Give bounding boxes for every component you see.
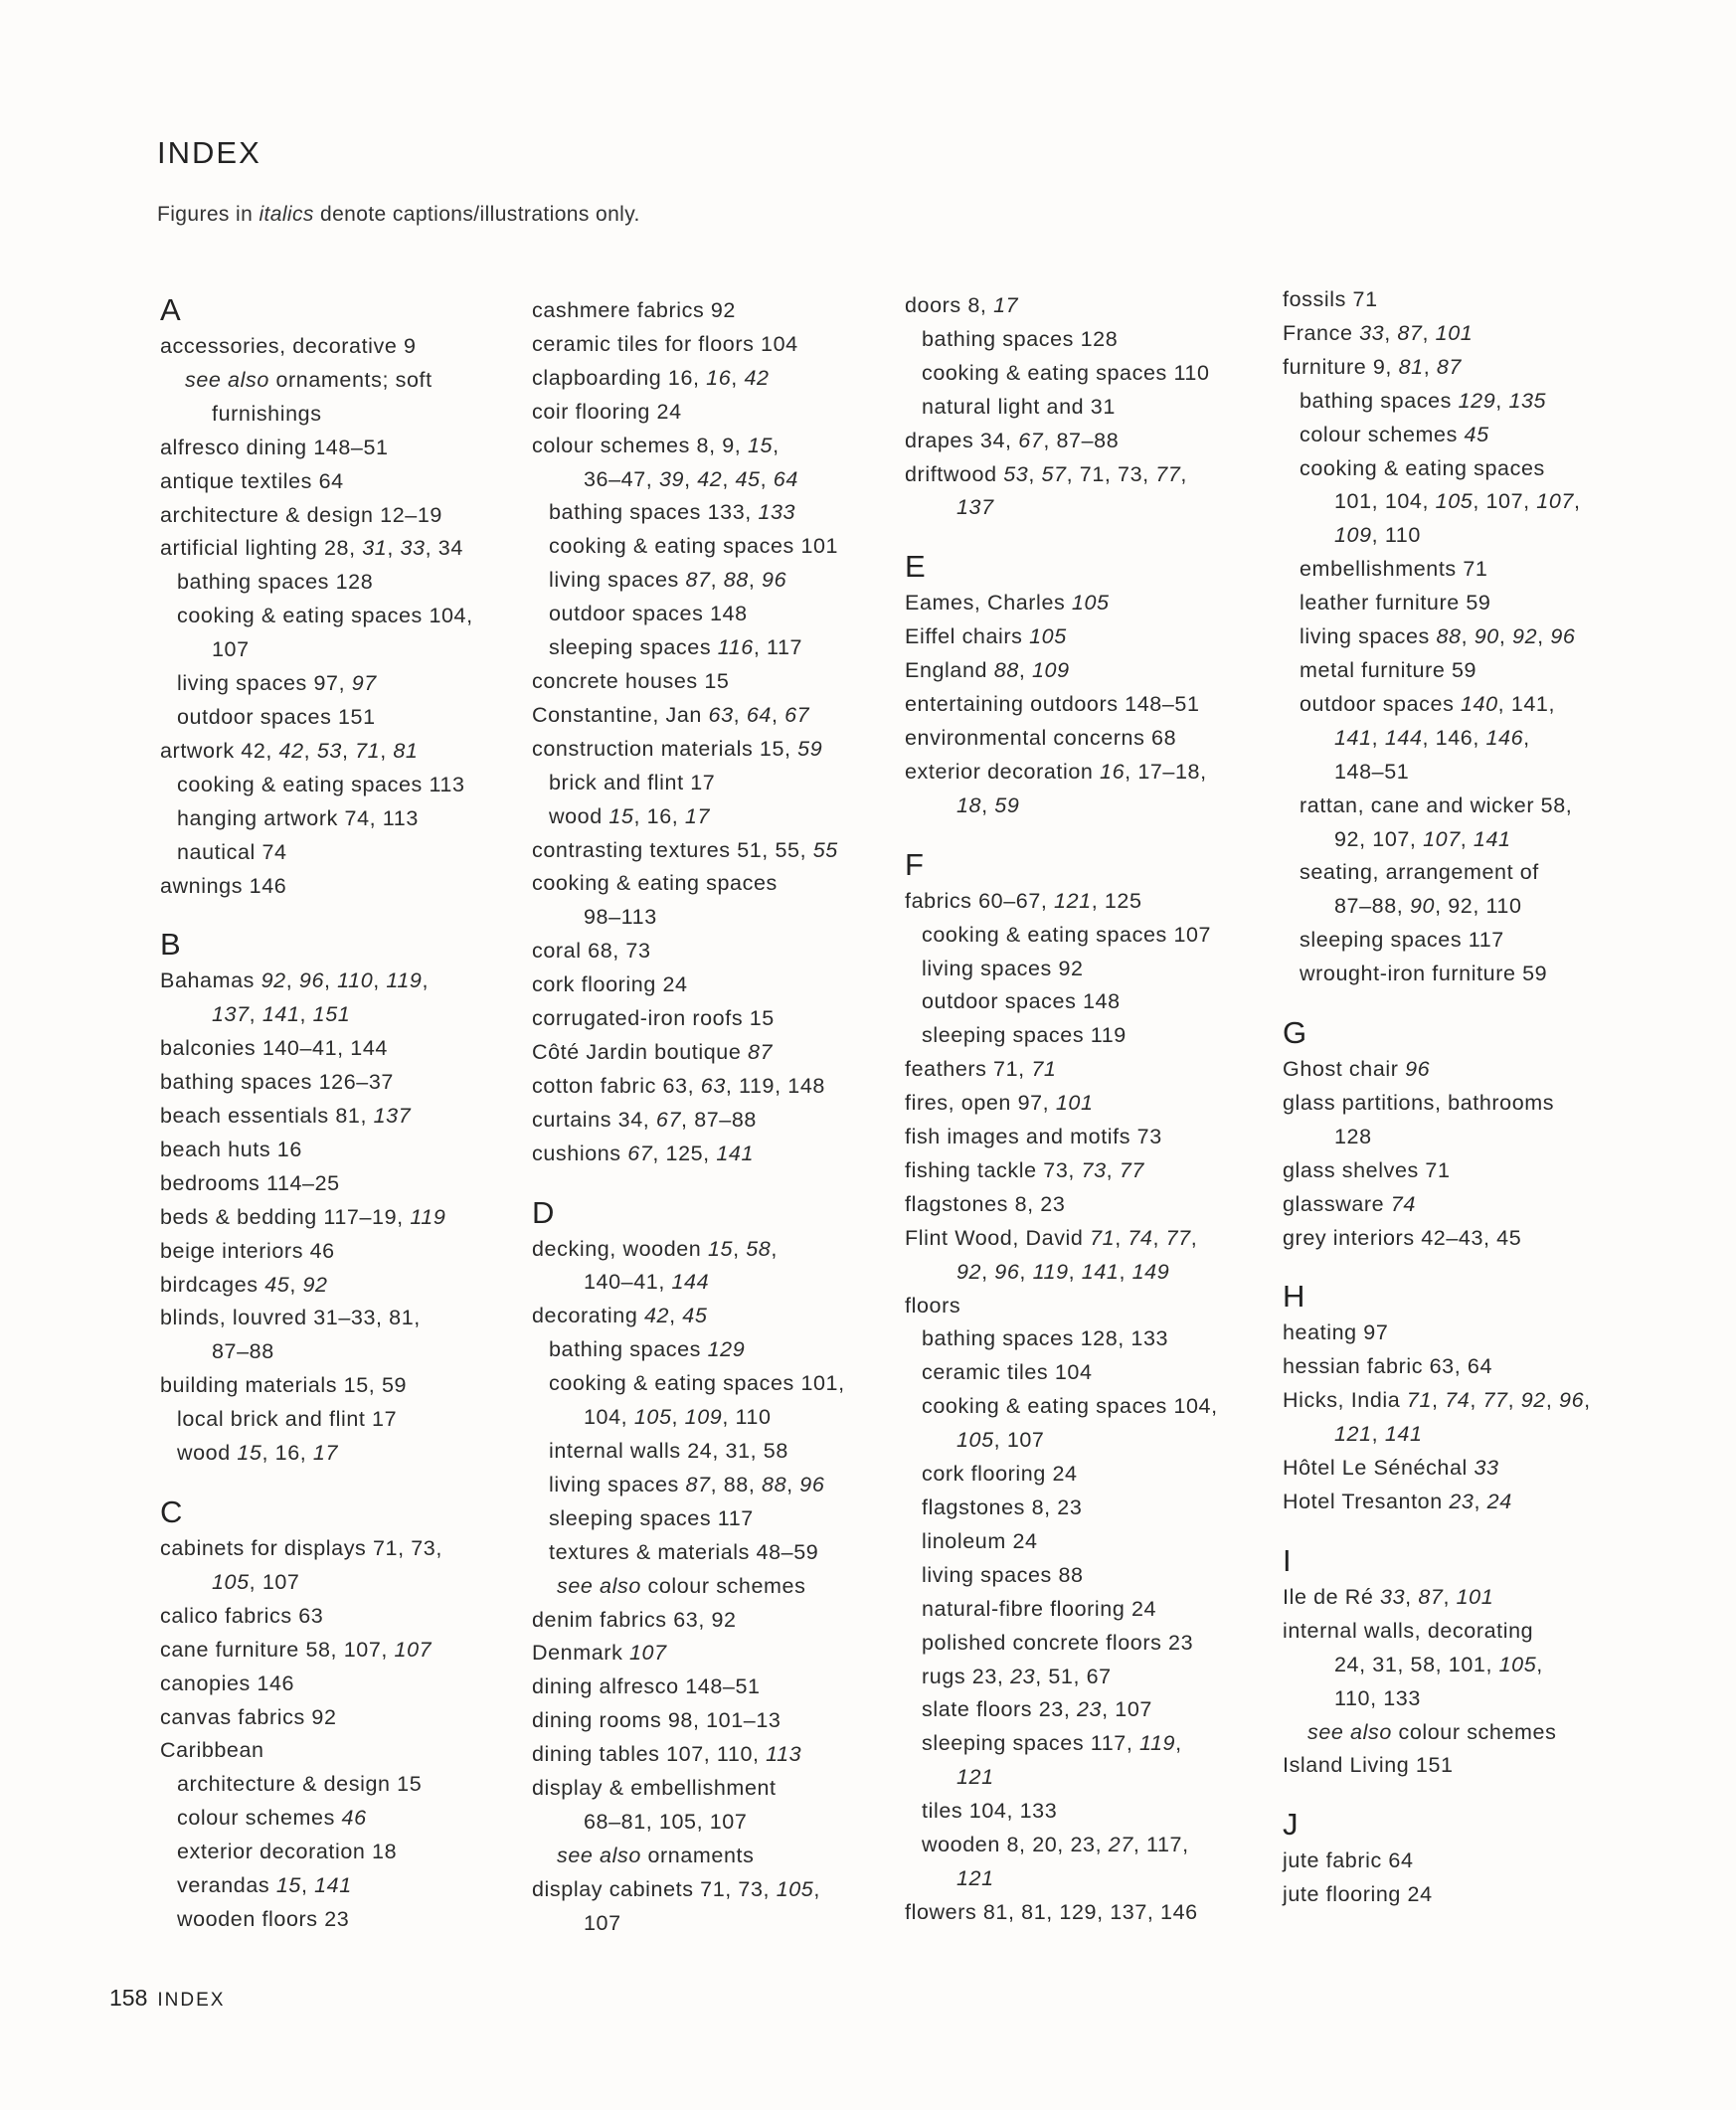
index-entry: cashmere fabrics 92 — [532, 298, 736, 322]
index-subentry: nautical 74 — [177, 839, 287, 864]
index-entry: birdcages 45, 92 — [160, 1272, 328, 1297]
index-entry: Hotel Tresanton 23, 24 — [1283, 1490, 1512, 1513]
index-subentry: ceramic tiles 104 — [922, 1360, 1093, 1385]
index-subentry: rugs 23, 23, 51, 67 — [922, 1664, 1112, 1688]
index-entry: exterior decoration 16, 17–18, 18, 59 — [905, 759, 1207, 817]
index-entry: dining tables 107, 110, 113 — [532, 1742, 802, 1767]
index-subentry: sleeping spaces 117, 119, 121 — [922, 1731, 1182, 1790]
index-entry: cotton fabric 63, 63, 119, 148 — [532, 1073, 825, 1098]
index-subentry: living spaces 88, 90, 92, 96 — [1300, 624, 1576, 649]
index-entry: cooking & eating spaces 98–113 — [532, 871, 778, 930]
index-entry: curtains 34, 67, 87–88 — [532, 1107, 757, 1132]
index-entry: doors 8, 17 — [905, 293, 1019, 317]
index-subentry: wood 15, 16, 17 — [177, 1441, 339, 1466]
index-subentry: cooking & eating spaces 101 — [549, 534, 839, 559]
index-subentry: textures & materials 48–59 — [549, 1539, 819, 1564]
index-entry: Ghost chair 96 — [1283, 1057, 1431, 1082]
index-entry: Ile de Ré 33, 87, 101 — [1283, 1584, 1494, 1609]
index-entry: glass partitions, bathrooms 128 — [1283, 1090, 1555, 1148]
index-subentry: sleeping spaces 116, 117 — [549, 635, 803, 660]
index-entry: calico fabrics 63 — [160, 1603, 324, 1628]
section-letter: C — [160, 1495, 183, 1529]
index-entry: fires, open 97, 101 — [905, 1091, 1094, 1116]
index-entry: fossils 71 — [1283, 287, 1378, 311]
index-entry: coir flooring 24 — [532, 399, 682, 424]
section-letter: H — [1283, 1279, 1305, 1315]
index-entry: building materials 15, 59 — [160, 1373, 408, 1398]
section-letter: A — [160, 292, 182, 327]
cross-reference: see also ornaments; soft furnishings — [185, 367, 433, 426]
index-subentry: hanging artwork 74, 113 — [177, 805, 419, 830]
index-subentry: living spaces 88 — [922, 1562, 1084, 1587]
index-entry: cane furniture 58, 107, 107 — [160, 1637, 433, 1662]
index-subentry: living spaces 92 — [922, 956, 1084, 980]
index-entry: clapboarding 16, 16, 42 — [532, 365, 770, 390]
cross-reference: see also colour schemes — [557, 1573, 806, 1598]
index-column-1 — [160, 290, 518, 1937]
page-footer — [109, 1985, 225, 2012]
index-entry: alfresco dining 148–51 — [160, 435, 389, 459]
page-title: INDEX — [157, 135, 261, 170]
index-entry: hessian fabric 63, 64 — [1283, 1354, 1493, 1379]
note-text: Figures in — [157, 203, 260, 226]
index-entry: Island Living 151 — [1283, 1753, 1454, 1778]
index-subentry: metal furniture 59 — [1300, 657, 1477, 682]
index-subentry: wooden 8, 20, 23, 27, 117, 121 — [922, 1833, 1189, 1890]
note-italic-word: italics — [259, 203, 314, 226]
index-subentry: cooking & eating spaces 104, 107 — [177, 604, 473, 662]
index-subentry: outdoor spaces 148 — [922, 989, 1121, 1014]
index-entry: decking, wooden 15, 58, 140–41, 144 — [532, 1236, 778, 1295]
index-subentry: cooking & eating spaces 101, 104, 105, 109, 110 — [549, 1371, 845, 1430]
index-entry: decorating 42, 45 — [532, 1304, 708, 1328]
index-entry: bedrooms 114–25 — [160, 1170, 340, 1195]
index-subentry: outdoor spaces 140, 141, 141, 144, 146, 146, 148–51 — [1300, 691, 1556, 784]
index-entry: artwork 42, 42, 53, 71, 81 — [160, 738, 419, 763]
section-letter: J — [1283, 1807, 1300, 1843]
index-entry: beach huts 16 — [160, 1137, 302, 1161]
index-entry: antique textiles 64 — [160, 468, 344, 493]
index-subentry: exterior decoration 18 — [177, 1840, 398, 1864]
index-subentry: bathing spaces 133, 133 — [549, 500, 796, 525]
note-text-end: denote captions/illustrations only. — [313, 203, 640, 226]
index-subentry: natural light and 31 — [922, 394, 1116, 419]
index-entry: cushions 67, 125, 141 — [532, 1141, 754, 1165]
page-number: 158 — [109, 1985, 148, 2011]
index-entry: fabrics 60–67, 121, 125 — [905, 888, 1142, 913]
cross-reference: see also ornaments — [557, 1843, 755, 1867]
index-entry: accessories, decorative 9 — [160, 334, 417, 358]
index-entry: Flint Wood, David 71, 74, 77, 92, 96, 119, 141, 149 — [905, 1225, 1198, 1284]
index-subentry: natural-fibre flooring 24 — [922, 1596, 1157, 1621]
index-entry: Bahamas 92, 96, 110, 119, 137, 141, 151 — [160, 968, 430, 1027]
index-entry: Hicks, India 71, 74, 77, 92, 96, 121, 141 — [1283, 1388, 1591, 1447]
index-subentry: slate floors 23, 23, 107 — [922, 1697, 1152, 1722]
index-subentry: cooking & eating spaces 104, 105, 107 — [922, 1394, 1218, 1453]
index-entry: corrugated-iron roofs 15 — [532, 1006, 775, 1031]
index-entry: glass shelves 71 — [1283, 1157, 1451, 1182]
index-subentry: leather furniture 59 — [1300, 591, 1491, 615]
index-entry: England 88, 109 — [905, 658, 1070, 683]
index-subentry: flagstones 8, 23 — [922, 1495, 1083, 1519]
index-entry: beds & bedding 117–19, 119 — [160, 1204, 446, 1229]
index-subentry: living spaces 87, 88, 88, 96 — [549, 1472, 825, 1496]
index-subentry: colour schemes 46 — [177, 1806, 367, 1831]
index-entry: Eames, Charles 105 — [905, 591, 1110, 615]
index-entry: Côté Jardin boutique 87 — [532, 1039, 774, 1064]
section-letter: B — [160, 927, 182, 963]
section-letter: D — [532, 1194, 555, 1230]
index-subentry: verandas 15, 141 — [177, 1873, 352, 1898]
index-subentry: rattan, cane and wicker 58, 92, 107, 107, 141 — [1300, 792, 1573, 851]
index-subentry: local brick and flint 17 — [177, 1407, 398, 1432]
index-subentry: bathing spaces 128 — [177, 570, 374, 595]
index-entry: internal walls, decorating 24, 31, 58, 101, 105, 110, 133 — [1283, 1618, 1543, 1710]
index-subentry: outdoor spaces 151 — [177, 704, 376, 729]
index-entry: jute flooring 24 — [1283, 1882, 1433, 1907]
italics-note — [157, 203, 640, 227]
index-subentry: sleeping spaces 117 — [549, 1505, 754, 1530]
index-subentry: internal walls 24, 31, 58 — [549, 1439, 788, 1463]
index-subentry: outdoor spaces 148 — [549, 602, 748, 626]
index-subentry: bathing spaces 128, 133 — [922, 1326, 1169, 1351]
index-entry: entertaining outdoors 148–51 — [905, 692, 1200, 717]
index-entry: Denmark 107 — [532, 1641, 667, 1666]
cross-reference: see also colour schemes — [1307, 1719, 1557, 1744]
index-entry: awnings 146 — [160, 873, 287, 898]
index-subentry: bathing spaces 128 — [922, 326, 1119, 351]
index-entry: floors — [905, 1293, 961, 1318]
index-subentry: wood 15, 16, 17 — [549, 803, 711, 828]
section-letter: G — [1283, 1015, 1307, 1051]
index-column-4 — [1283, 283, 1641, 1912]
index-entry: drapes 34, 67, 87–88 — [905, 428, 1120, 452]
index-entry: blinds, louvred 31–33, 81, 87–88 — [160, 1306, 421, 1364]
index-subentry: seating, arrangement of 87–88, 90, 92, 110 — [1300, 860, 1539, 919]
index-entry: glassware 74 — [1283, 1191, 1416, 1216]
index-entry: balconies 140–41, 144 — [160, 1036, 388, 1061]
index-subentry: cooking & eating spaces 110 — [922, 360, 1210, 385]
index-entry: ceramic tiles for floors 104 — [532, 331, 798, 356]
index-entry: artificial lighting 28, 31, 33, 34 — [160, 536, 463, 561]
index-entry: beige interiors 46 — [160, 1238, 335, 1263]
index-subentry: embellishments 71 — [1300, 557, 1488, 582]
index-entry: concrete houses 15 — [532, 668, 730, 693]
index-subentry: cork flooring 24 — [922, 1462, 1078, 1487]
index-entry: Hôtel Le Sénéchal 33 — [1283, 1456, 1499, 1481]
index-subentry: living spaces 87, 88, 96 — [549, 568, 787, 593]
index-entry: driftwood 53, 57, 71, 73, 77, 137 — [905, 461, 1187, 520]
index-entry: furniture 9, 81, 87 — [1283, 354, 1462, 379]
index-column-2 — [532, 294, 890, 1941]
index-entry: display & embellishment 68–81, 105, 107 — [532, 1776, 777, 1834]
index-subentry: sleeping spaces 119 — [922, 1023, 1127, 1048]
index-entry: flowers 81, 81, 129, 137, 146 — [905, 1899, 1198, 1924]
index-entry: Eiffel chairs 105 — [905, 624, 1067, 649]
index-subentry: cooking & eating spaces 113 — [177, 772, 465, 796]
index-entry: colour schemes 8, 9, 15, 36–47, 39, 42, 45, 64 — [532, 433, 798, 491]
index-entry: dining alfresco 148–51 — [532, 1674, 761, 1699]
index-subentry: wrought-iron furniture 59 — [1300, 962, 1548, 986]
index-subentry: colour schemes 45 — [1300, 422, 1489, 446]
index-subentry: living spaces 97, 97 — [177, 671, 377, 696]
index-entry: Caribbean — [160, 1738, 264, 1763]
index-entry: canvas fabrics 92 — [160, 1704, 337, 1729]
index-entry: heating 97 — [1283, 1320, 1389, 1345]
section-letter: E — [905, 549, 927, 585]
index-entry: fish images and motifs 73 — [905, 1125, 1162, 1149]
index-entry: cabinets for displays 71, 73, 105, 107 — [160, 1536, 442, 1594]
index-entry: flagstones 8, 23 — [905, 1191, 1066, 1216]
index-entry: fishing tackle 73, 73, 77 — [905, 1157, 1144, 1182]
index-subentry: bathing spaces 129, 135 — [1300, 388, 1547, 413]
index-entry: cork flooring 24 — [532, 972, 688, 997]
index-entry: display cabinets 71, 73, 105, 107 — [532, 1876, 820, 1935]
index-entry: architecture & design 12–19 — [160, 502, 442, 527]
section-letter: I — [1283, 1542, 1293, 1578]
index-subentry: cooking & eating spaces 101, 104, 105, 107, 107, 109, 110 — [1300, 455, 1581, 548]
index-entry: construction materials 15, 59 — [532, 736, 823, 761]
index-subentry: architecture & design 15 — [177, 1772, 423, 1797]
index-subentry: brick and flint 17 — [549, 770, 716, 794]
index-entry: grey interiors 42–43, 45 — [1283, 1225, 1522, 1250]
index-subentry: wooden floors 23 — [177, 1906, 350, 1931]
index-column-3 — [905, 289, 1263, 1930]
index-entry: bathing spaces 126–37 — [160, 1070, 394, 1095]
index-entry: denim fabrics 63, 92 — [532, 1607, 737, 1632]
index-entry: contrasting textures 51, 55, 55 — [532, 837, 838, 862]
footer-section: INDEX — [157, 1990, 226, 2011]
index-entry: environmental concerns 68 — [905, 725, 1177, 750]
index-subentry: sleeping spaces 117 — [1300, 928, 1504, 953]
index-entry: France 33, 87, 101 — [1283, 320, 1474, 345]
section-letter: F — [905, 846, 925, 882]
index-subentry: tiles 104, 133 — [922, 1799, 1058, 1824]
index-entry: dining rooms 98, 101–13 — [532, 1708, 781, 1733]
index-entry: coral 68, 73 — [532, 939, 651, 964]
index-entry: canopies 146 — [160, 1670, 295, 1695]
index-entry: Constantine, Jan 63, 64, 67 — [532, 702, 810, 727]
index-subentry: cooking & eating spaces 107 — [922, 922, 1212, 947]
index-subentry: linoleum 24 — [922, 1528, 1038, 1553]
index-entry: beach essentials 81, 137 — [160, 1104, 412, 1129]
index-subentry: bathing spaces 129 — [549, 1337, 746, 1362]
index-subentry: polished concrete floors 23 — [922, 1630, 1194, 1655]
index-entry: feathers 71, 71 — [905, 1057, 1057, 1082]
index-entry: jute fabric 64 — [1283, 1848, 1414, 1873]
